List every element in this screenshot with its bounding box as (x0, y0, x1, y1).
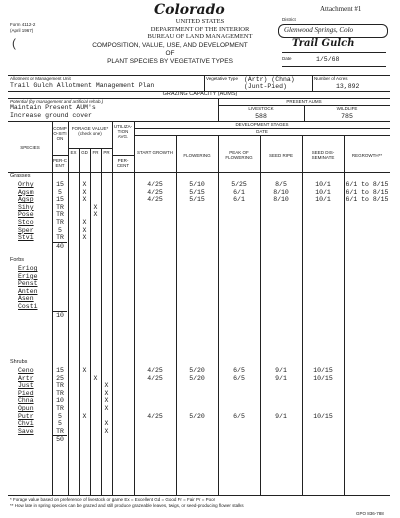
date-value: 1/5/68 (316, 56, 340, 63)
forage-check-mark: X (82, 188, 87, 196)
group-label: Forbs (10, 257, 25, 263)
composition-percent: 5 (58, 412, 62, 420)
col-divider-gd (90, 148, 91, 495)
forage-check-mark: X (82, 181, 87, 188)
species-code: Chvi (18, 420, 34, 428)
date-start: 4/25 (147, 188, 163, 196)
district-value: Glenwood Springs, Colo (284, 26, 354, 34)
col-regrowth-header: REGROWTH** (351, 153, 383, 158)
form-date-text: (April 1967) (10, 28, 34, 33)
date-regrowth: 6/1 to 8/15 (345, 181, 389, 188)
agency-line-2: DEPARTMENT OF THE INTERIOR (150, 25, 250, 33)
wildlife-label: WILDLIFE (336, 106, 358, 111)
composition-percent: TR (56, 389, 64, 397)
date-peak: 6/1 (233, 196, 245, 204)
date-dissem: 10/15 (313, 412, 333, 420)
col-gd-header: GD (81, 150, 88, 155)
agency-line-1: UNITED STATES (175, 18, 225, 25)
footnote-2: ** How late in spring species can be grazed and still produce grazeable leaves, twigs, or seed-producing flower stalks (10, 503, 244, 508)
group-label: Shrubs (10, 359, 28, 365)
species-code: Asen (18, 295, 34, 303)
group-label: Grasses (10, 173, 31, 179)
district-label: District (282, 17, 296, 22)
rule-date (134, 135, 390, 136)
footnote-1: * Forage value based on preference of livestock or game Ex = Excellent Gd = Good Fr = Fair Pr = Poor (10, 497, 216, 502)
acres-value: 13,892 (336, 83, 360, 90)
date-ripe: 9/1 (275, 374, 287, 382)
rule-table-bottom (8, 495, 390, 496)
date-dissem: 10/1 (315, 196, 331, 204)
title-line-3: PLANT SPECIES BY VEGETATIVE TYPES (107, 58, 233, 65)
species-code: Orhy (18, 181, 34, 188)
form-number-text: Form 4112-2 (10, 22, 36, 27)
composition-percent: TR (56, 234, 64, 242)
date-peak: 6/5 (233, 374, 245, 382)
forage-check-mark: X (104, 427, 109, 435)
forage-check-mark: X (104, 389, 109, 397)
potential-line-1: Maintain Present AUM's (10, 104, 96, 111)
capacity-section-label: GRAZING CAPACITY (AUMS) (162, 91, 238, 97)
date-flower: 5/10 (189, 181, 205, 188)
date-peak: 6/5 (233, 412, 245, 420)
col-peak-header: PEAK OF FLOWERING (225, 150, 253, 160)
forage-check-mark: X (104, 382, 109, 390)
forage-check-mark: X (82, 412, 87, 420)
species-code: Stvi (18, 234, 34, 242)
composition-percent: TR (56, 203, 64, 211)
species-code: Putr (18, 412, 34, 420)
veg-value: (Artr) (Chna) (244, 76, 295, 83)
date-dissem: 10/1 (315, 181, 331, 188)
species-code: Sihy (18, 203, 34, 211)
forage-check-mark: X (82, 234, 87, 242)
date-regrowth: 6/1 to 8/15 (345, 196, 389, 204)
date-start: 4/25 (147, 181, 163, 188)
veg-value-2: (Junt-Pied) (244, 83, 287, 90)
forage-check-mark: X (82, 219, 87, 226)
date-dissem: 10/15 (313, 374, 333, 382)
rule-table-header-bottom (8, 172, 390, 173)
date-dissem: 10/15 (313, 367, 333, 374)
composition-percent: TR (56, 382, 64, 390)
col-seed-ripe-header: SEED RIPE (268, 153, 293, 158)
composition-percent: 10 (56, 397, 64, 405)
present-label: PRESENT AUMS (286, 99, 322, 104)
composition-percent: 5 (58, 226, 62, 234)
col-flowering-header: FLOWERING (183, 153, 211, 158)
species-code: Opun (18, 405, 34, 412)
col-divider-2 (68, 121, 69, 495)
rule-utilization (112, 155, 134, 156)
species-code: Agsm (18, 188, 34, 196)
date-peak: 5/25 (231, 181, 247, 188)
rule-composition (52, 155, 68, 156)
col-seed-dissem-header: SEED DIS-SEMINATE (311, 150, 335, 160)
date-start: 4/25 (147, 412, 163, 420)
veg-label: Vegetative Type (206, 76, 238, 81)
species-code: Pied (18, 389, 34, 397)
wildlife-value: 785 (341, 113, 353, 120)
date-ripe: 9/1 (275, 367, 287, 374)
col-utilization-header: UTILIZA-TION AVG. (113, 124, 133, 139)
forage-check-mark: X (82, 196, 87, 204)
col-start-growth-header: START GROWTH (137, 150, 173, 155)
form-title (0, 42, 340, 66)
gpo-number: GPO 836-788 (356, 511, 384, 516)
forage-check-mark: X (93, 203, 98, 211)
composition-percent: 15 (56, 196, 64, 204)
handwritten-c-mark: ( (12, 36, 16, 50)
divider-veg (204, 75, 205, 91)
date-peak: 6/5 (233, 367, 245, 374)
composition-percent: TR (56, 427, 64, 435)
species-code: Pose (18, 211, 34, 219)
species-code: Save (18, 427, 34, 435)
composition-percent: 15 (56, 367, 64, 374)
species-code: Agsp (18, 196, 34, 204)
date-start: 4/25 (147, 196, 163, 204)
livestock-label: LIVESTOCK (248, 106, 274, 111)
date-header: DATE (256, 129, 268, 134)
species-code: Ceno (18, 367, 34, 374)
date-peak: 6/1 (233, 188, 245, 196)
date-flower: 5/20 (189, 367, 205, 374)
composition-percent: 5 (58, 420, 62, 428)
date-start: 4/25 (147, 374, 163, 382)
potential-label: Potential (by management and artificial rehab.) (10, 99, 104, 104)
species-code: Artr (18, 374, 34, 382)
col-divider-4 (134, 121, 135, 495)
potential-line-2: Increase ground cover (10, 112, 92, 119)
composition-percent: 25 (56, 374, 64, 382)
group-total: 10 (56, 311, 64, 319)
divider-acres (312, 75, 313, 91)
forage-check-mark: X (82, 226, 87, 234)
date-ripe: 8/10 (273, 196, 289, 204)
col-pr-header: PR (103, 150, 110, 155)
date-flower: 5/20 (189, 374, 205, 382)
attachment-label: Attachment #1 (320, 5, 362, 13)
unit-label: Allotment or Management Unit (10, 76, 71, 81)
species-code: Erige (18, 272, 38, 280)
date-regrowth: 6/1 to 8/15 (345, 188, 389, 196)
forage-check-mark: X (104, 420, 109, 428)
agency-line-3: BUREAU OF LAND MANAGEMENT (147, 33, 253, 40)
unit-handwritten: Trail Gulch (292, 38, 355, 49)
acres-label: Number of Acres (314, 76, 348, 81)
date-ripe: 8/10 (273, 188, 289, 196)
date-flower: 5/20 (189, 412, 205, 420)
unit-value: Trail Gulch Allotment Management Plan (10, 82, 155, 89)
species-code: Penst (18, 280, 38, 288)
state-handwritten: Colorado (154, 2, 225, 18)
col-percent-header: PER-CENT (52, 158, 67, 168)
col-forage-header: FORAGE VALUE* (check one) (71, 126, 109, 136)
col-divider-fr (101, 148, 102, 495)
livestock-value: 588 (255, 113, 267, 120)
col-ex-header: EX (70, 150, 77, 155)
species-code: Anten (18, 287, 38, 295)
group-total: 50 (56, 436, 64, 444)
species-code: Eriog (18, 265, 38, 272)
title-line-2: OF (165, 50, 175, 57)
composition-percent: TR (56, 405, 64, 412)
species-code: Stco (18, 219, 34, 226)
species-code: Costi (18, 303, 38, 310)
forage-check-mark: X (104, 397, 109, 405)
col-util-percent-header: PER-CENT (116, 158, 130, 168)
col-species-header: SPECIES (20, 145, 40, 150)
species-code: Just (18, 382, 34, 390)
date-label: Date (282, 56, 292, 61)
species-code: Chna (18, 397, 34, 405)
col-fr-header: FR (92, 150, 99, 155)
composition-percent: TR (56, 211, 64, 219)
forage-check-mark: X (104, 405, 109, 412)
group-total: 40 (56, 242, 64, 250)
dev-stages-header: DEVELOPMENT STAGES (235, 122, 289, 127)
composition-percent: 15 (56, 181, 64, 188)
date-flower: 5/15 (189, 188, 205, 196)
composition-percent: TR (56, 219, 64, 226)
date-ripe: 9/1 (275, 412, 287, 420)
date-rule (282, 66, 386, 67)
col-divider-3 (112, 121, 113, 495)
col-composition-header: COMPO-SITION (53, 126, 67, 141)
date-flower: 5/15 (189, 196, 205, 204)
forage-check-mark: X (82, 367, 87, 374)
composition-percent: 5 (58, 188, 62, 196)
forage-check-mark: X (93, 211, 98, 219)
title-line-1: COMPOSITION, VALUE, USE, AND DEVELOPMENT (92, 42, 248, 49)
date-ripe: 8/5 (275, 181, 287, 188)
date-start: 4/25 (147, 367, 163, 374)
date-dissem: 10/1 (315, 188, 331, 196)
forage-check-mark: X (93, 374, 98, 382)
species-code: Sper (18, 226, 34, 234)
